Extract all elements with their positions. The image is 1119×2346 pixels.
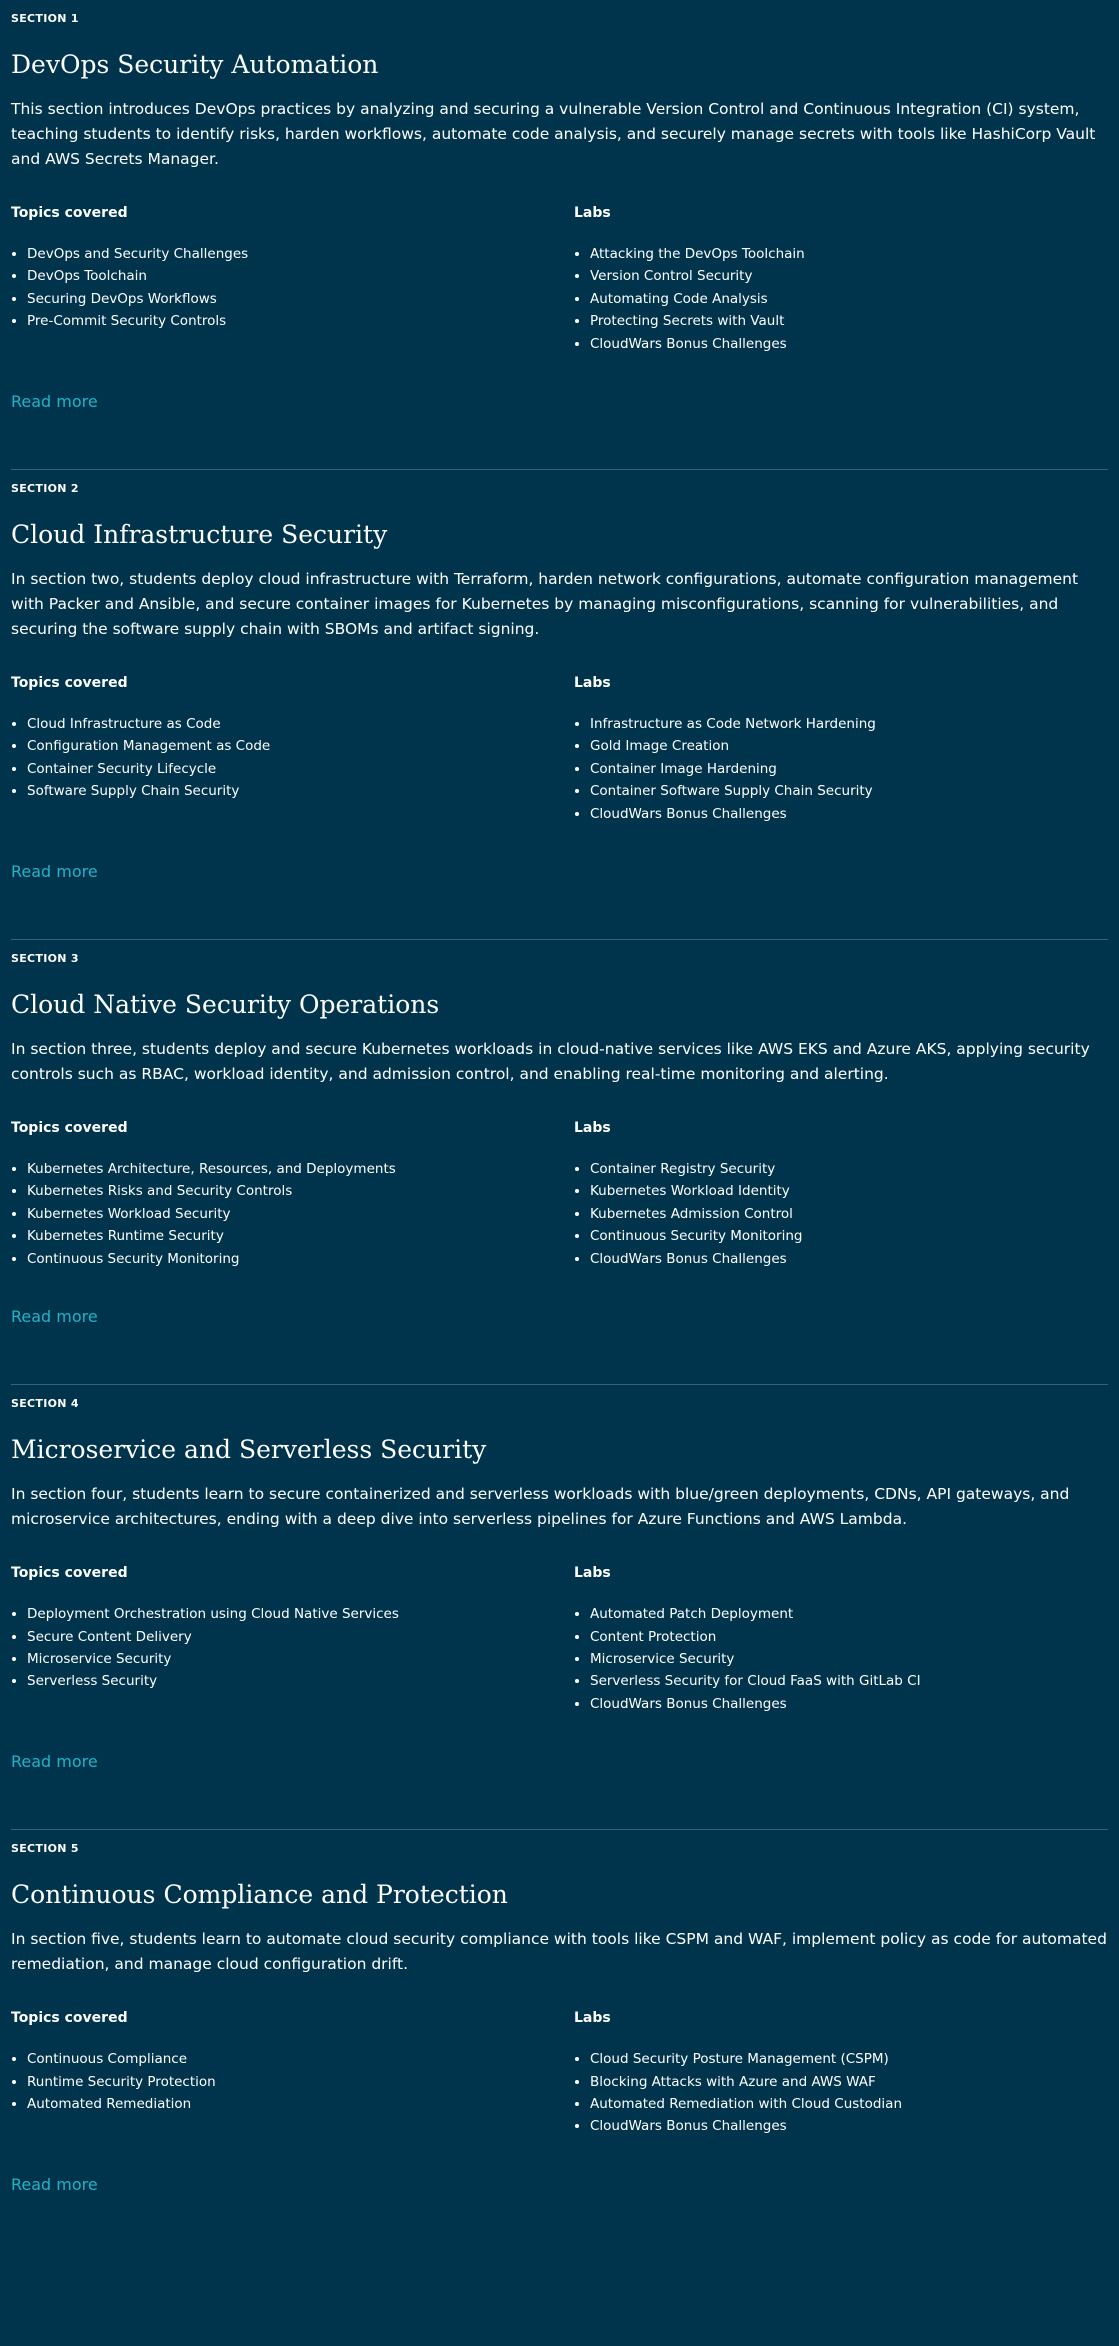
section-number: SECTION 5 [11,1842,79,1856]
section-description: In section four, students learn to secure containerized and serverless workloads with blue/green deployments, CDNs, API gateways, and microservice architectures, ending with a deep dive into serverless pipelines for Azure Functions and AWS Lambda. [11,1485,1070,1529]
section-details [11,1563,1108,1715]
topic-item: • Secure Content Delivery [27,1626,574,1648]
topic-item: • Automated Remediation [27,2093,574,2115]
section-description: In section five, students learn to automate cloud security compliance with tools like CSPM and WAF, implement policy as code for automated remediation, and manage cloud configuration drift. [11,1930,1107,1974]
lab-item: • CloudWars Bonus Challenges [590,2115,1108,2137]
topic-item: • Kubernetes Workload Security [27,1203,574,1225]
read-more-link[interactable]: Read more [11,862,98,882]
lab-item: • Protecting Secrets with Vault [590,310,1108,332]
topic-item: • Continuous Security Monitoring [27,1248,574,1270]
course-section [11,0,1108,413]
lab-item: • Kubernetes Workload Identity [590,1180,1108,1202]
topics-list [11,243,574,333]
labs-list [574,243,1108,355]
topics-list [11,2048,574,2115]
lab-item: • Blocking Attacks with Azure and AWS WAF [590,2071,1108,2093]
course-section [11,1830,1108,2196]
labs-heading: Labs [574,205,611,221]
topics-heading: Topics covered [11,1565,128,1582]
topic-item: • Runtime Security Protection [27,2071,574,2093]
topic-item: • Kubernetes Runtime Security [27,1225,574,1247]
topic-item: • Configuration Management as Code [27,735,574,757]
topics-heading: Topics covered [11,1120,128,1137]
labs-list [574,1158,1108,1270]
topics-heading: Topics covered [11,2010,128,2027]
section-details [11,203,1108,355]
lab-item: • Automating Code Analysis [590,288,1108,310]
section-description: In section three, students deploy and secure Kubernetes workloads in cloud-native services like AWS EKS and Azure AKS, applying security controls such as RBAC, workload identity, and admission control, and enabling real-time monitoring and alerting. [11,1040,1090,1084]
topics-column [11,1563,574,1715]
section-details [11,2008,1108,2138]
lab-item: • Container Software Supply Chain Security [590,780,1108,802]
section-description: This section introduces DevOps practices by analyzing and securing a vulnerable Version Control and Continuous Integration (CI) system, teaching students to identify risks, harden workflows, automate code analysis, and securely manage secrets with tools like HashiCorp Vault and AWS Secrets Manager. [11,100,1096,168]
topics-column [11,203,574,355]
read-more-link[interactable]: Read more [11,1752,98,1772]
lab-item: • Container Image Hardening [590,758,1108,780]
lab-item: • Kubernetes Admission Control [590,1203,1108,1225]
lab-item: • Attacking the DevOps Toolchain [590,243,1108,265]
topics-list [11,1158,574,1270]
labs-column [574,673,1108,825]
lab-item: • CloudWars Bonus Challenges [590,1693,1108,1715]
labs-heading: Labs [574,675,611,692]
lab-item: • CloudWars Bonus Challenges [590,1248,1108,1270]
lab-item: • Microservice Security [590,1648,1108,1670]
topic-item: • Cloud Infrastructure as Code [27,713,574,735]
section-title: DevOps Security Automation [11,50,379,79]
labs-list [574,713,1108,825]
lab-item: • Cloud Security Posture Management (CSPM) [590,2048,1108,2070]
topic-item: • DevOps Toolchain [27,265,574,287]
section-number: SECTION 2 [11,482,79,496]
labs-list [574,2048,1108,2138]
topic-item: • Securing DevOps Workflows [27,288,574,310]
section-number: SECTION 1 [11,12,79,25]
topic-item: • Continuous Compliance [27,2048,574,2070]
topics-column [11,673,574,825]
course-section [11,940,1108,1328]
topic-item: • Container Security Lifecycle [27,758,574,780]
labs-column [574,2008,1108,2138]
lab-item: • Content Protection [590,1626,1108,1648]
lab-item: • Automated Remediation with Cloud Custodian [590,2093,1108,2115]
section-details [11,673,1108,825]
topics-column [11,1118,574,1270]
section-title: Microservice and Serverless Security [11,1435,487,1465]
topic-item: • Microservice Security [27,1648,574,1670]
lab-item: • Infrastructure as Code Network Hardening [590,713,1108,735]
labs-column [574,1118,1108,1270]
topics-list [11,1603,574,1693]
section-details [11,1118,1108,1270]
labs-column [574,1563,1108,1715]
labs-column [574,203,1108,355]
topic-item: • Kubernetes Architecture, Resources, and Deployments [27,1158,574,1180]
read-more-link[interactable]: Read more [11,2174,98,2194]
topic-item: • Deployment Orchestration using Cloud Native Services [27,1603,574,1625]
labs-list [574,1603,1108,1715]
section-number: SECTION 3 [11,952,79,966]
topics-list [11,713,574,803]
topics-heading: Topics covered [11,205,128,221]
section-title: Continuous Compliance and Protection [11,1880,508,1910]
lab-item: • Gold Image Creation [590,735,1108,757]
labs-heading: Labs [574,2010,611,2027]
labs-heading: Labs [574,1120,611,1137]
course-section [11,1385,1108,1773]
lab-item: • CloudWars Bonus Challenges [590,333,1108,355]
lab-item: • Automated Patch Deployment [590,1603,1108,1625]
lab-item: • Serverless Security for Cloud FaaS with GitLab CI [590,1670,1108,1692]
lab-item: • Container Registry Security [590,1158,1108,1180]
section-description: In section two, students deploy cloud infrastructure with Terraform, harden network configurations, automate configuration management with Packer and Ansible, and secure container images for Kubernetes by managing misconfigurations, scanning for vulnerabilities, and securing the software supply chain with SBOMs and artifact signing. [11,570,1079,639]
lab-item: • CloudWars Bonus Challenges [590,803,1108,825]
lab-item: • Continuous Security Monitoring [590,1225,1108,1247]
topics-heading: Topics covered [11,675,128,692]
lab-item: • Version Control Security [590,265,1108,287]
topic-item: • Software Supply Chain Security [27,780,574,802]
topic-item: • Pre-Commit Security Controls [27,310,574,332]
read-more-link[interactable]: Read more [11,392,98,412]
topic-item: • Serverless Security [27,1670,574,1692]
section-number: SECTION 4 [11,1397,79,1411]
topic-item: • Kubernetes Risks and Security Controls [27,1180,574,1202]
section-title: Cloud Infrastructure Security [11,520,388,550]
course-section [11,470,1108,883]
topic-item: • DevOps and Security Challenges [27,243,574,265]
read-more-link[interactable]: Read more [11,1307,98,1327]
labs-heading: Labs [574,1565,611,1582]
section-title: Cloud Native Security Operations [11,990,440,1020]
topics-column [11,2008,574,2138]
